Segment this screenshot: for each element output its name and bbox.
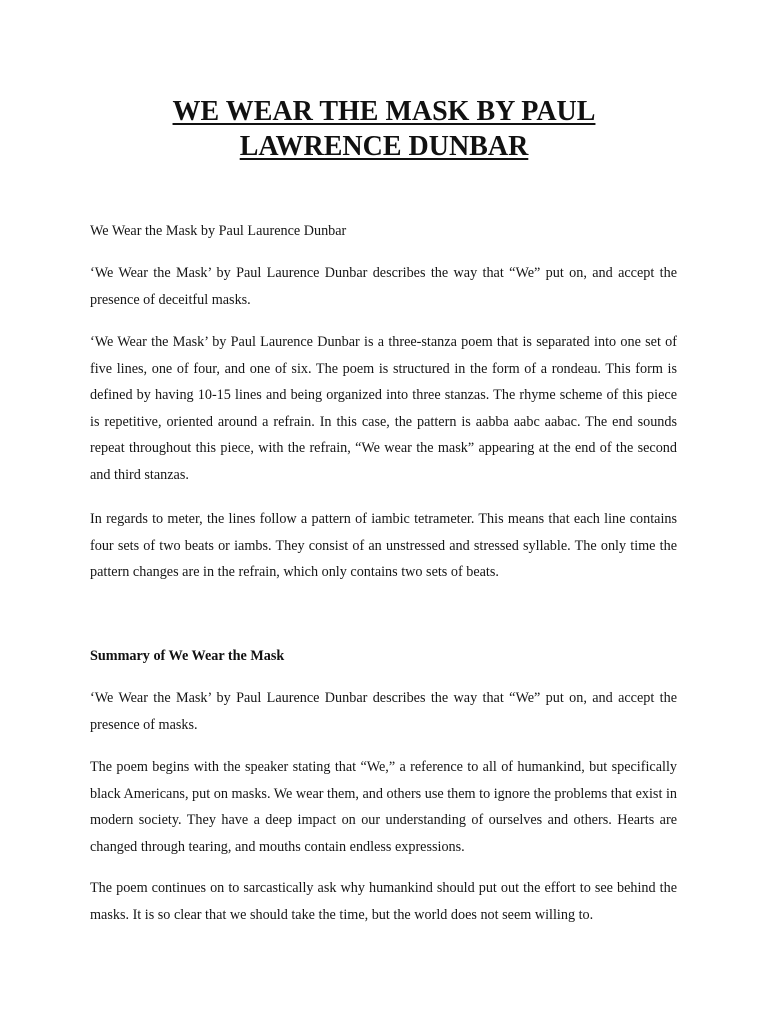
paragraph-6: The poem continues on to sarcastically ask why humankind should put out the effort to see behind the masks. It is so clear that we should take the time, but the world does not seem willing to. [90,880,677,923]
summary-heading: Summary of We Wear the Mask [90,648,285,664]
paragraph-5: The poem begins with the speaker stating that “We,” a reference to all of humankind, but specifically black Americans, put on masks. We wear them, and others use them to ignore the problems that exist in modern society. They have a deep impact on our understanding of ourselves and others. Hearts are changed through tearing, and mouths contain endless expressions. [90,759,677,855]
paragraph-1: ‘We Wear the Mask’ by Paul Laurence Dunbar describes the way that “We” put on, and accept the presence of deceitful masks. [90,265,677,308]
document-title: WE WEAR THE MASK BY PAUL LAWRENCE DUNBAR [172,96,596,162]
paragraph-4: ‘We Wear the Mask’ by Paul Laurence Dunbar describes the way that “We” put on, and accept the presence of masks. [90,690,677,733]
paragraph-2: ‘We Wear the Mask’ by Paul Laurence Dunbar is a three-stanza poem that is separated into one set of five lines, one of four, and one of six. The poem is structured in the form of a rondeau. This form is defined by having 10-15 lines and being organized into three stanzas. The rhyme scheme of this piece is repetitive, oriented around a refrain. In this case, the pattern is aabba aabc aabac. The end sounds repeat throughout this piece, with the refrain, “We wear the mask” appearing at the end of the second and third stanzas. [90,334,677,483]
paragraph-3: In regards to meter, the lines follow a pattern of iambic tetrameter. This means that each line contains four sets of two beats or iambs. They consist of an unstressed and stressed syllable. The only time the pattern changes are in the refrain, which only contains two sets of beats. [90,511,677,580]
intro-line: We Wear the Mask by Paul Laurence Dunbar [90,223,347,239]
